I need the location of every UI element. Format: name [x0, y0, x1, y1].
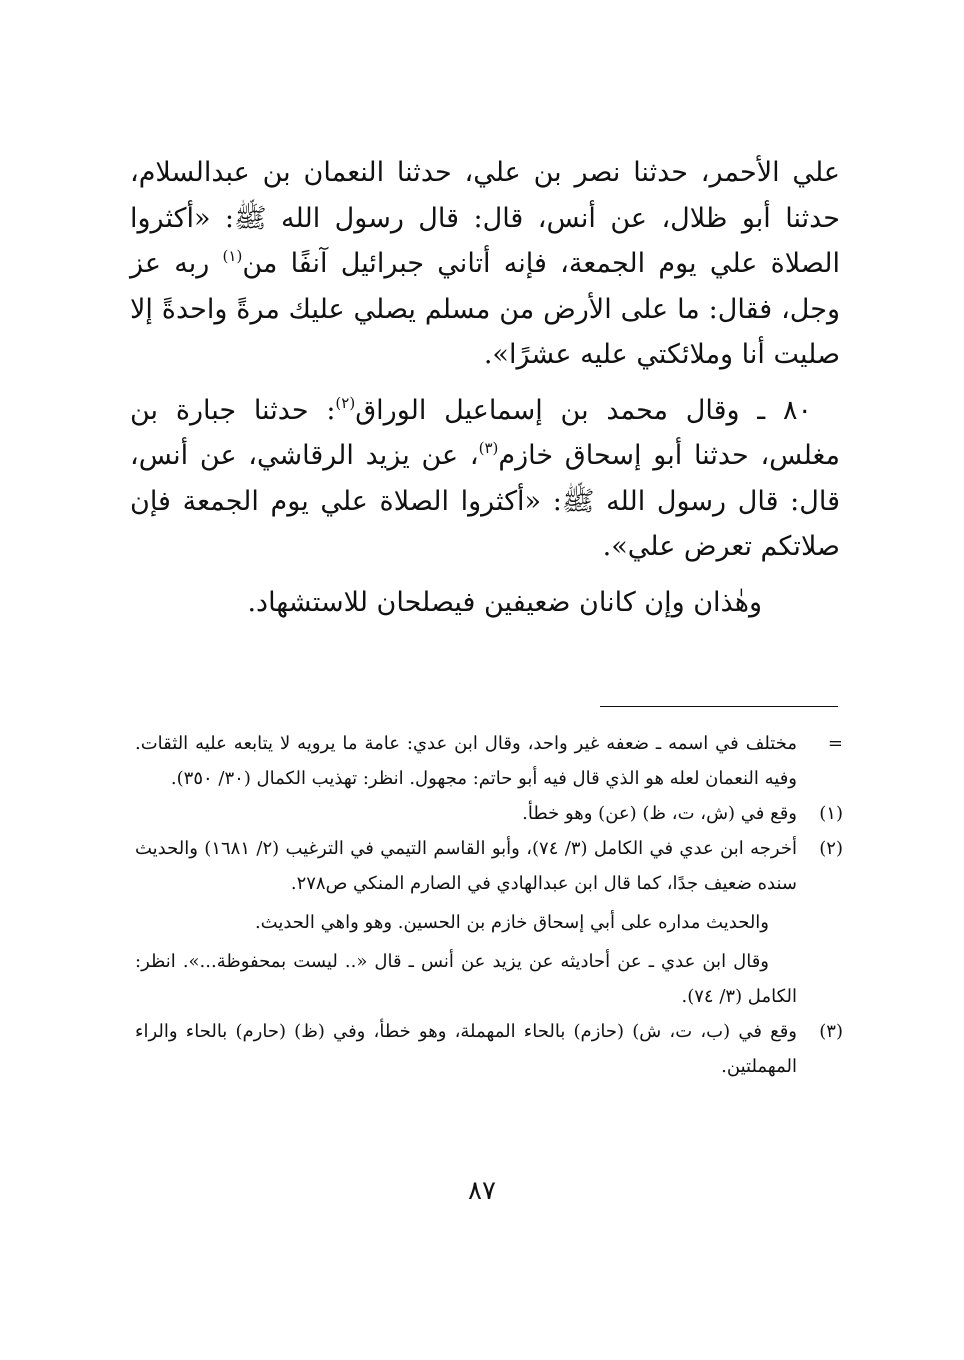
- footnote-body: [135, 831, 797, 1014]
- page-number: ٨٧: [468, 1176, 496, 1206]
- paragraph-hadith-continuation: علي الأحمر، حدثنا نصر بن علي، حدثنا النعمان بن عبدالسلام، حدثنا أبو ظلال، عن أنس، قال: قال رسول الله ﷺ: «أكثروا الصلاة علي يوم الجمعة، فإنه أتاني جبرائيل آنفًا من$^{(١)}$ ربه عز وجل، فقال: ما على الأرض من مسلم يصلي عليك مرةً واحدةً إلا صليت أنا وملائكتي عليه عشرًا».: [130, 157, 841, 370]
- footnote-text: وقع في (ش، ت، ظ) (عن) وهو خطأ.: [522, 803, 797, 824]
- paragraph-hadith-80: ٨٠ ـ وقال محمد بن إسماعيل الوراق$^{(٢)}$: حدثنا جبارة بن مغلس، حدثنا أبو إسحاق خازم$^{(٣)}$، عن يزيد الرقاشي، عن أنس، قال: قال رسول الله ﷺ: «أكثروا الصلاة علي يوم الجمعة فإن صلاتكم تعرض علي».: [130, 393, 841, 562]
- footnote-divider: [600, 706, 838, 707]
- continuation-marker: =: [827, 733, 843, 754]
- footnote-1: [135, 796, 843, 831]
- footnote-3: [135, 1014, 843, 1084]
- footnote-subparagraph: والحديث مداره على أبي إسحاق خازم بن الحسين. وهو واهي الحديث.: [254, 912, 769, 933]
- footnote-continued: [135, 726, 843, 796]
- footnote-number: (٢): [819, 838, 843, 859]
- footnote-subparagraph: وقال ابن عدي ـ عن أحاديثه عن يزيد عن أنس ـ قال «.. ليست بمحفوظة...». انظر: الكامل (٣/ ٧٤).: [135, 951, 797, 1007]
- footnote-ref-1[interactable]: (١): [222, 247, 243, 265]
- footnote-text: وقع في (ب، ت، ش) (حازم) بالحاء المهملة، وهو خطأ، وفي (ظ) (حارم) بالحاء والراء المهملتين.: [135, 1021, 797, 1077]
- footnote-ref-2[interactable]: (٢): [335, 393, 356, 412]
- footnotes: [135, 726, 843, 1084]
- footnote-text: أخرجه ابن عدي في الكامل (٣/ ٧٤)، وأبو القاسم التيمي في الترغيب (٢/ ١٦٨١) والحديث سنده ضعيف جدًا، كما قال ابن عبدالهادي في الصارم المنكي ص٢٧٨.: [135, 838, 797, 894]
- footnote-number: (١): [819, 803, 843, 824]
- footnote-number: (٣): [819, 1021, 843, 1042]
- footnote-ref-3[interactable]: (٣): [478, 439, 499, 457]
- main-text: [130, 150, 840, 625]
- footnote-text: مختلف في اسمه ـ ضعفه غير واحد، وقال ابن عدي: عامة ما يرويه لا يتابعه عليه الثقات. وفيه النعمان لعله هو الذي قال فيه أبو حاتم: مجهول. انظر: تهذيب الكمال (٣٠/ ٣٥٠).: [135, 733, 797, 789]
- paragraph-conclusion: وهٰذان وإن كانان ضعيفين فيصلحان للاستشهاد.: [247, 586, 762, 618]
- footnote-2: [135, 831, 843, 1014]
